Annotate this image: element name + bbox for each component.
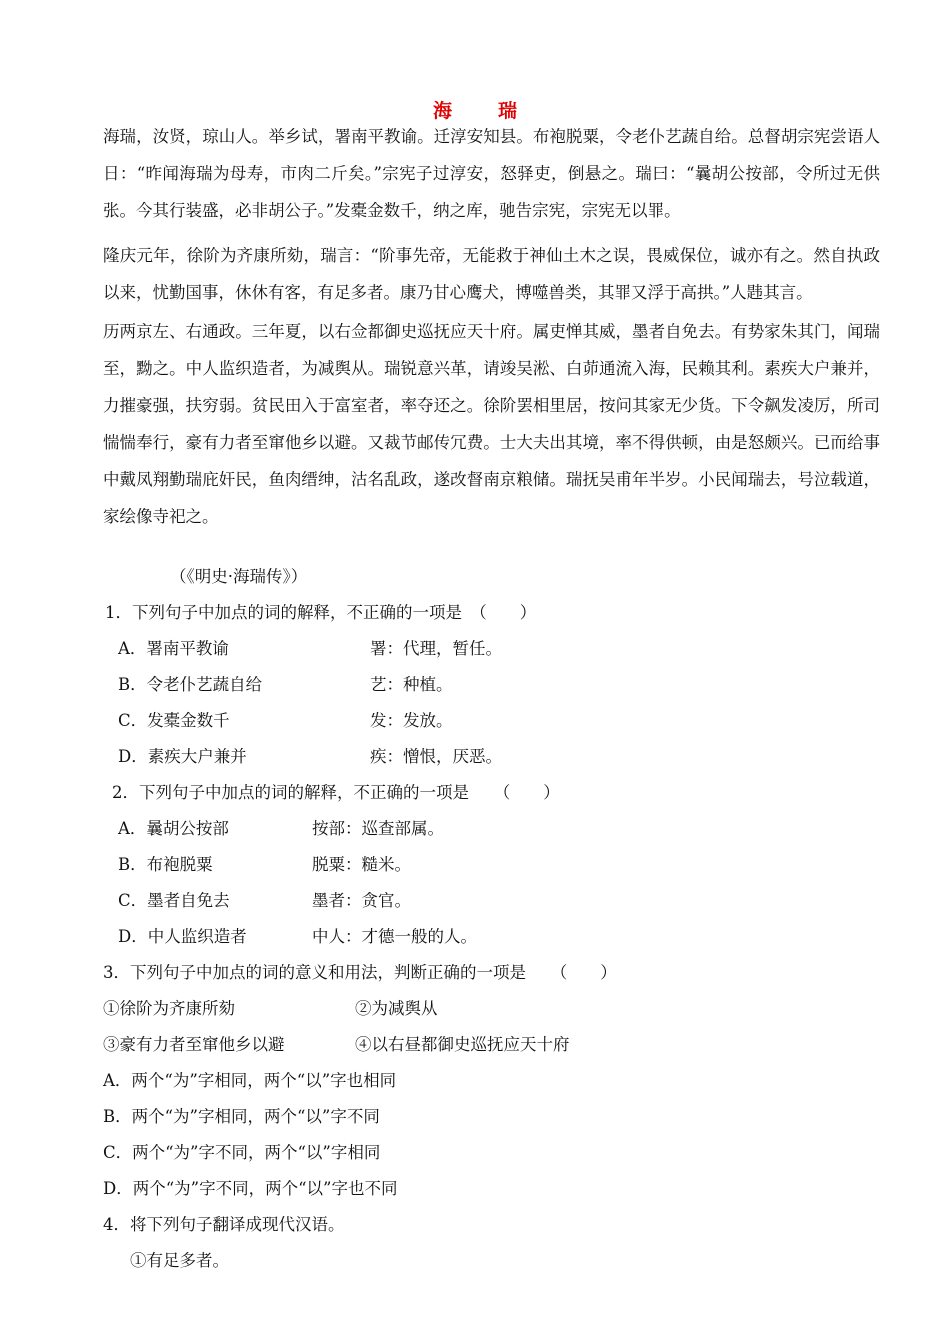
q3-item-1: ①徐阶为齐康所劾 (103, 999, 235, 1018)
q1-option-d-gloss: 疾：憎恨，厌恶。 (370, 747, 502, 766)
q1-option-c-gloss: 发：发放。 (370, 711, 453, 730)
q3-item-3: ③豪有力者至窜他乡以避 (103, 1035, 285, 1054)
q1-option-a-gloss: 署：代理，暂任。 (370, 639, 502, 658)
q1-option-a: A．署南平教谕 (118, 639, 229, 658)
q2-option-c-gloss: 墨者：贪官。 (312, 891, 411, 910)
q2-option-d: D．中人监织造者 (118, 927, 247, 946)
q1-option-d: D．素疾大户兼并 (118, 747, 247, 766)
q2-stem: 2．下列句子中加点的词的解释，不正确的一项是 （ ） (112, 783, 560, 802)
q2-option-c: C．墨者自免去 (118, 891, 230, 910)
q1-option-b: B．令老仆艺蔬自给 (118, 675, 263, 694)
q3-stem: 3．下列句子中加点的词的意义和用法，判断正确的一项是 （ ） (103, 963, 617, 982)
q3-option-c: C．两个“为”字不同，两个“以”字相同 (103, 1143, 381, 1162)
q1-stem: 1．下列句子中加点的词的解释，不正确的一项是 （ ） (105, 603, 537, 622)
q2-option-a-gloss: 按部：巡查部属。 (312, 819, 444, 838)
passage-paragraph-2: 隆庆元年，徐阶为齐康所劾，瑞言：“阶事先帝，无能救于神仙土木之误，畏威保位，诚亦有之。然自执政以来，忧勤国事，休休有客，有足多者。康乃甘心鹰犬，博噬兽类，其罪又浮于高拱。”人韪其言。 (103, 246, 880, 302)
q3-item-2: ②为减舆从 (355, 999, 438, 1018)
title-char-2: 瑞 (498, 100, 518, 122)
q2-option-b-gloss: 脱粟：糙米。 (312, 855, 411, 874)
q1-option-b-gloss: 艺：种植。 (370, 675, 453, 694)
q4-stem: 4．将下列句子翻译成现代汉语。 (103, 1215, 345, 1234)
q2-option-b: B．布袍脱粟 (118, 855, 213, 874)
passage-paragraph-3: 历两京左、右通政。三年夏，以右佥都御史巡抚应天十府。属吏惮其威，墨者自免去。有势家朱其门，闻瑞至，黝之。中人监织造者，为减舆从。瑞锐意兴革，请竣吴淞、白茆通流入海，民赖其利。素疾大户兼并，力摧豪强，扶穷弱。贫民田入于富室者，率夺还之。徐阶罢相里居，按问其家无少货。下令飙发凌厉，所司惴惴奉行，豪有力者至窜他乡以避。又裁节邮传冗费。士大夫出其境，率不得供顿，由是怒颇兴。已而给事中戴凤翔勤瑞庇奸民，鱼肉缙绅，沽名乱政，遂改督南京粮储。瑞抚吴甫年半岁。小民闻瑞去，号泣载道，家绘像寺祀之。 (103, 322, 880, 526)
q1-option-c: C．发橐金数千 (118, 711, 230, 730)
q3-option-d: D．两个“为”字不同，两个“以”字也不同 (103, 1179, 398, 1198)
title-char-1: 海 (432, 100, 452, 122)
q3-item-4: ④以右昼都御史巡抚应天十府 (355, 1035, 570, 1054)
passage-source: （《明史·海瑞传》） (170, 567, 308, 586)
q2-option-a: A．曩胡公按部 (118, 819, 229, 838)
q3-option-b: B．两个“为”字相同，两个“以”字不同 (103, 1107, 380, 1126)
passage-paragraph-1: 海瑞，汝贤，琼山人。举乡试，署南平教谕。迁淳安知县。布袍脱粟，令老仆艺蔬自给。总督胡宗宪尝语人日：“昨闻海瑞为母寿，市肉二斤矣。”宗宪子过淳安，怒驿吏，倒悬之。瑞曰：“曩胡公按部，令所过无供张。今其行装盛，必非胡公子。”发橐金数千，纳之库，驰告宗宪，宗宪无以罪。 (103, 127, 880, 220)
q3-option-a: A．两个“为”字相同，两个“以”字也相同 (103, 1071, 397, 1090)
q2-option-d-gloss: 中人：才德一般的人。 (312, 927, 477, 946)
q4-item-1: ①有足多者。 (130, 1251, 229, 1270)
